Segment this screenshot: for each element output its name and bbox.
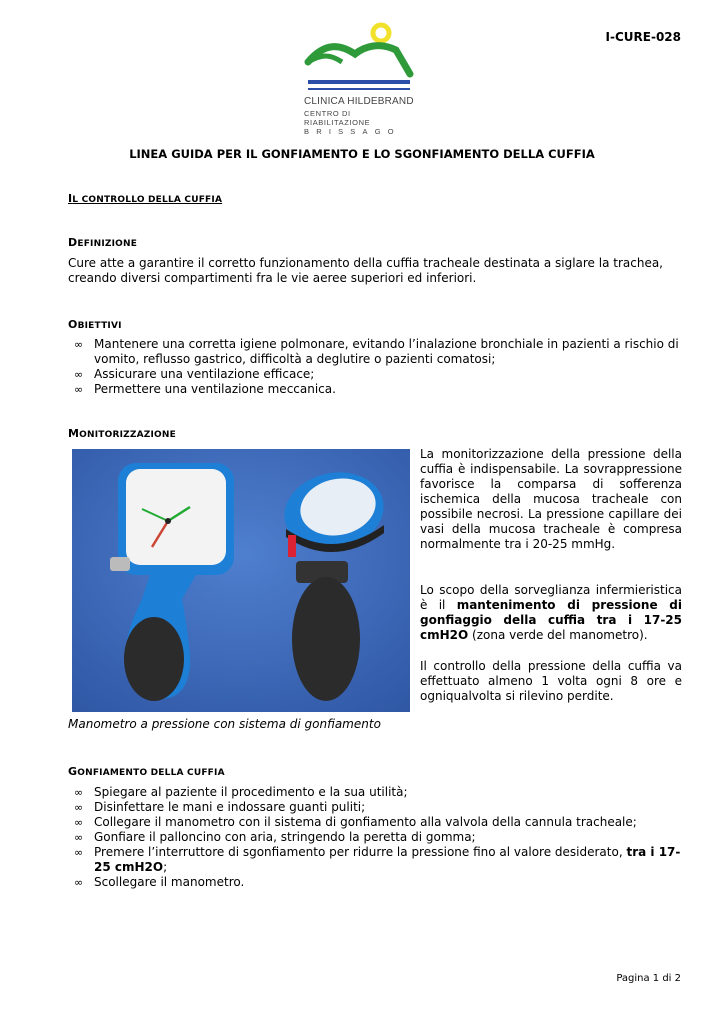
section-heading-controllo [68, 192, 222, 205]
para-bold-text: mantenimento di pressione di gonfiaggio della cuffia tra i 17-25 cmH2O [420, 598, 682, 642]
page-number: Pagina 1 di 2 [616, 973, 681, 984]
monitorizzazione-para-1: La monitorizzazione della pressione della cuffia è indispensabile. La sovrappressione favorisce la comparsa di sofferenza ischemica della mucosa tracheale con possibile necrosi. La pressione capillare dei vasi della mucosa tracheale è compresa normalmente tra i 20-25 mmHg. [420, 447, 682, 551]
heading-initial: O [68, 318, 78, 331]
list-item [68, 785, 682, 800]
photo-caption: Manometro a pressione con sistema di gonfiamento [68, 717, 381, 731]
list-item-text: Permettere una ventilazione meccanica. [94, 382, 336, 396]
infinity-bullet-icon: ∞ [74, 831, 84, 844]
logo-name: CLINICA HILDEBRAND [304, 96, 414, 107]
heading-initial: M [68, 427, 80, 440]
list-item [68, 382, 682, 397]
infinity-bullet-icon: ∞ [74, 846, 84, 859]
para-text: (zona verde del manometro). [468, 628, 648, 642]
list-item [68, 800, 682, 815]
logo-location: BRISSAGO [304, 127, 401, 137]
list-item-text: Spiegare al paziente il procedimento e la sua utilità; [94, 785, 408, 799]
definizione-text: Cure atte a garantire il corretto funzionamento della cuffia tracheale destinata a siglare la trachea, creando diversi compartimenti fra le vie aeree superiori ed inferiori. [68, 256, 663, 285]
heading-initial: G [68, 765, 78, 778]
infinity-bullet-icon: ∞ [74, 816, 84, 829]
heading-rest: BIETTIVI [77, 321, 122, 331]
obiettivi-list [68, 337, 682, 397]
list-item-text: Collegare il manometro con il sistema di gonfiamento alla valvola della cannula tracheale; [94, 815, 637, 829]
list-item-text: ; [163, 860, 168, 874]
infinity-bullet-icon: ∞ [74, 786, 84, 799]
list-item-text: Disinfettare le mani e indossare guanti puliti; [94, 800, 366, 814]
document-title: LINEA GUIDA PER IL GONFIAMENTO E LO SGONFIAMENTO DELLA CUFFIA [129, 147, 595, 161]
infinity-bullet-icon: ∞ [74, 338, 84, 351]
para-text: Lo scopo della sorveglianza infermieristica è il [420, 583, 682, 612]
list-item [68, 845, 682, 875]
logo-hill-icon [308, 46, 410, 74]
document-id: I-CURE-028 [605, 30, 681, 44]
heading-rest: L CONTROLLO DELLA CUFFIA [72, 195, 223, 205]
infinity-bullet-icon: ∞ [74, 383, 84, 396]
list-item [68, 367, 682, 382]
monitorizzazione-para-3: Il controllo della pressione della cuffia va effettuato almeno 1 volta ogni 8 ore e ogniqualvolta si rilevino perdite. [420, 659, 682, 703]
gonfiamento-list [68, 785, 682, 890]
list-item [68, 337, 682, 367]
list-item-bold-text: tra i 17-25 cmH2O [94, 845, 681, 874]
heading-initial: I [68, 192, 73, 205]
list-item-text: Assicurare una ventilazione efficace; [94, 367, 315, 381]
heading-initial: D [68, 236, 78, 249]
section-heading-gonfiamento [68, 765, 225, 778]
manometer-photo [72, 449, 410, 712]
section-heading-obiettivi [68, 318, 122, 331]
list-item-text: Premere l’interruttore di sgonfiamento per ridurre la pressione fino al valore desiderato, [94, 845, 627, 859]
list-item-text: Scollegare il manometro. [94, 875, 245, 889]
heading-rest: EFINIZIONE [77, 239, 138, 249]
list-item [68, 815, 682, 830]
section-heading-monitorizzazione [68, 427, 176, 440]
logo-sun-icon [373, 25, 389, 41]
infinity-bullet-icon: ∞ [74, 801, 84, 814]
list-item [68, 875, 682, 890]
heading-rest: ONFIAMENTO DELLA CUFFIA [77, 768, 225, 778]
infinity-bullet-icon: ∞ [74, 876, 84, 889]
list-item [68, 830, 682, 845]
logo-lake-icon [308, 80, 410, 84]
infinity-bullet-icon: ∞ [74, 368, 84, 381]
heading-rest: ONITORIZZAZIONE [79, 430, 176, 440]
section-heading-definizione [68, 236, 137, 249]
monitorizzazione-para-2 [420, 583, 682, 643]
clinic-logo-text [304, 96, 416, 137]
list-item-text: Gonfiare il palloncino con aria, stringendo la peretta di gomma; [94, 830, 476, 844]
list-item-text: Mantenere una corretta igiene polmonare, evitando l’inalazione bronchiale in pazienti a rischio di vomito, reflusso gastrico, difficoltà a deglutire o pazienti comatosi; [94, 337, 679, 366]
logo-subtitle: CENTRO DI RIABILITAZIONE [304, 108, 371, 127]
